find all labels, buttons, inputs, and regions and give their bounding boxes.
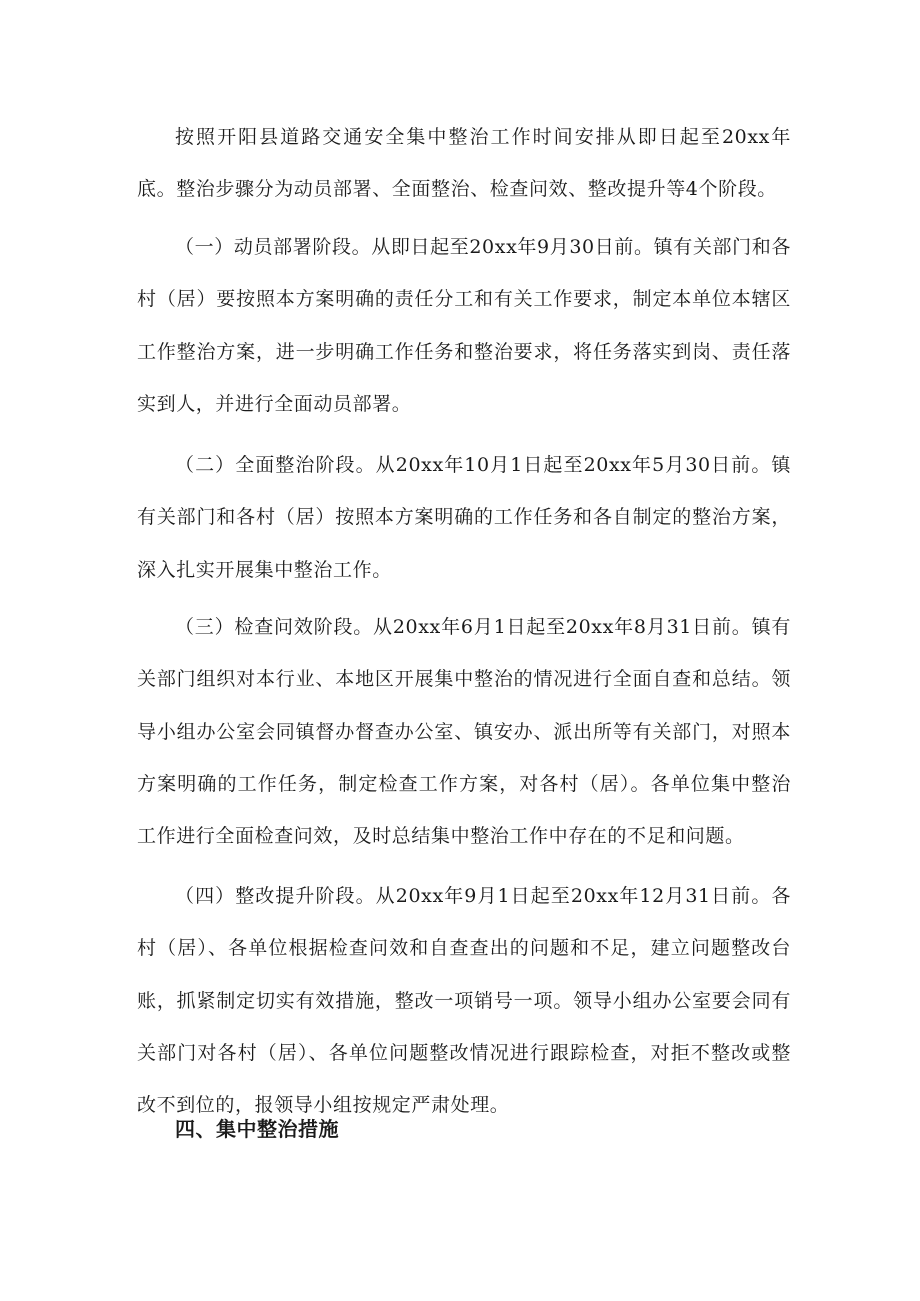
paragraph-timeline-intro: 按照开阳县道路交通安全集中整治工作时间安排从即日起至20xx年底。整治步骤分为动员部署、全面整治、检查问效、整改提升等4个阶段。	[137, 126, 791, 201]
paragraph-phase-comprehensive-rectification: （二）全面整治阶段。从20xx年10月1日起至20xx年5月30日前。镇有关部门和各村（居）按照本方案明确的工作任务和各自制定的整治方案，深入扎实开展集中整治工作。	[137, 454, 791, 581]
section-heading: 四、集中整治措施	[175, 1117, 339, 1141]
paragraph-phase-inspection: （三）检查问效阶段。从20xx年6月1日起至20xx年8月31日前。镇有关部门组织对本行业、本地区开展集中整治的情况进行全面自查和总结。领导小组办公室会同镇督办督查办公室、镇安办、派出所等有关部门，对照本方案明确的工作任务，制定检查工作方案，对各村（居）。各单位集中整治工作进行全面检查问效，及时总结集中整治工作中存在的不足和问题。	[137, 616, 791, 848]
paragraph-phase-improvement: （四）整改提升阶段。从20xx年9月1日起至20xx年12月31日前。各村（居）、各单位根据检查问效和自查查出的问题和不足，建立问题整改台账，抓紧制定切实有效措施，整改一项销号一项。领导小组办公室要会同有关部门对各村（居）、各单位问题整改情况进行跟踪检查，对拒不整改或整改不到位的，报领导小组按规定严肃处理。	[137, 885, 791, 1117]
paragraph-phase-mobilization: （一）动员部署阶段。从即日起至20xx年9月30日前。镇有关部门和各村（居）要按照本方案明确的责任分工和有关工作要求，制定本单位本辖区工作整治方案，进一步明确工作任务和整治要求，将任务落实到岗、责任落实到人，并进行全面动员部署。	[137, 236, 791, 415]
